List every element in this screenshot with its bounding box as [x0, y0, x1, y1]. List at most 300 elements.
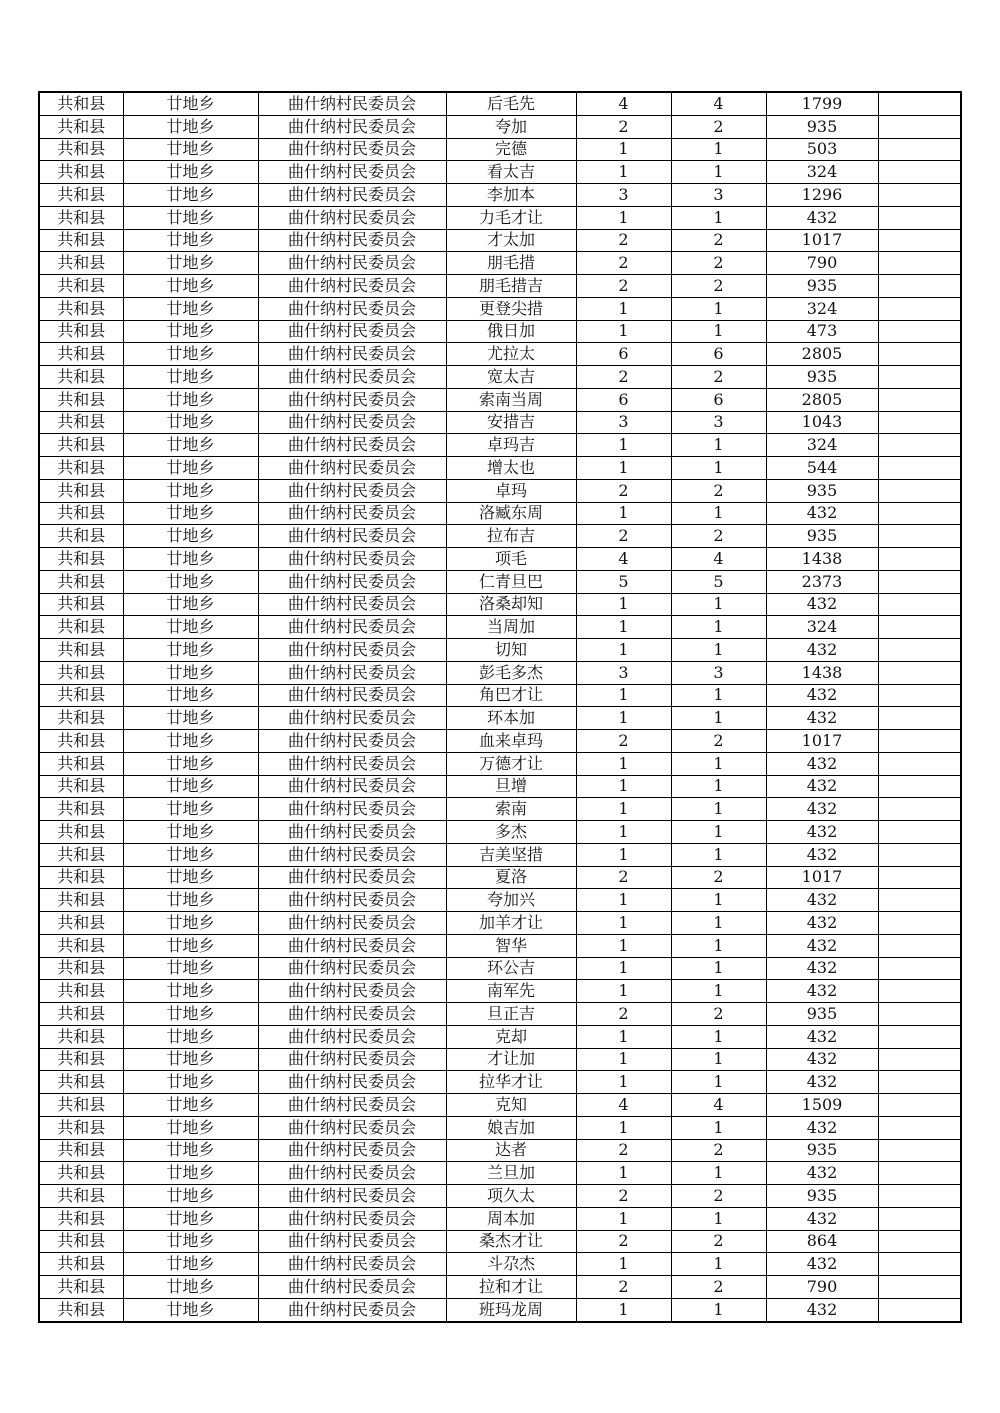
household-count-cell: 1: [576, 821, 671, 844]
name-cell: 多杰: [446, 821, 576, 844]
amount-cell: 1017: [766, 730, 878, 753]
remark-cell: [878, 184, 961, 207]
amount-cell: 1438: [766, 661, 878, 684]
township-cell: 廿地乡: [123, 229, 258, 252]
village-committee-cell: 曲什纳村民委员会: [258, 479, 446, 502]
amount-cell: 432: [766, 798, 878, 821]
table-row: [39, 1025, 961, 1048]
county-cell: 共和县: [39, 229, 123, 252]
name-cell: 周本加: [446, 1207, 576, 1230]
name-cell: 拉华才让: [446, 1071, 576, 1094]
household-count-cell: 1: [576, 1253, 671, 1276]
amount-cell: 935: [766, 1003, 878, 1026]
household-count-cell: 1: [576, 752, 671, 775]
table-row: [39, 252, 961, 275]
table-row: [39, 92, 961, 115]
table-row: [39, 1071, 961, 1094]
table-row: [39, 297, 961, 320]
person-count-cell: 3: [671, 184, 766, 207]
county-cell: 共和县: [39, 1071, 123, 1094]
household-count-cell: 2: [576, 1003, 671, 1026]
household-count-cell: 2: [576, 1185, 671, 1208]
amount-cell: 503: [766, 138, 878, 161]
remark-cell: [878, 1003, 961, 1026]
village-committee-cell: 曲什纳村民委员会: [258, 1025, 446, 1048]
township-cell: 廿地乡: [123, 707, 258, 730]
remark-cell: [878, 866, 961, 889]
remark-cell: [878, 980, 961, 1003]
name-cell: 卓玛: [446, 479, 576, 502]
village-committee-cell: 曲什纳村民委员会: [258, 775, 446, 798]
household-count-cell: 1: [576, 889, 671, 912]
county-cell: 共和县: [39, 775, 123, 798]
remark-cell: [878, 661, 961, 684]
name-cell: 才让加: [446, 1048, 576, 1071]
amount-cell: 432: [766, 1071, 878, 1094]
county-cell: 共和县: [39, 92, 123, 115]
village-committee-cell: 曲什纳村民委员会: [258, 821, 446, 844]
table-row: [39, 661, 961, 684]
amount-cell: 2373: [766, 570, 878, 593]
name-cell: 彭毛多杰: [446, 661, 576, 684]
household-count-cell: 1: [576, 1071, 671, 1094]
table-row: [39, 1048, 961, 1071]
remark-cell: [878, 1230, 961, 1253]
name-cell: 朋毛措: [446, 252, 576, 275]
household-count-cell: 1: [576, 320, 671, 343]
amount-cell: 864: [766, 1230, 878, 1253]
township-cell: 廿地乡: [123, 525, 258, 548]
township-cell: 廿地乡: [123, 457, 258, 480]
name-cell: 索南: [446, 798, 576, 821]
person-count-cell: 2: [671, 1003, 766, 1026]
amount-cell: 2805: [766, 343, 878, 366]
name-cell: 看太吉: [446, 161, 576, 184]
household-count-cell: 2: [576, 866, 671, 889]
household-count-cell: 1: [576, 502, 671, 525]
name-cell: 俄日加: [446, 320, 576, 343]
table-row: [39, 957, 961, 980]
amount-cell: 473: [766, 320, 878, 343]
amount-cell: 432: [766, 1116, 878, 1139]
township-cell: 廿地乡: [123, 1207, 258, 1230]
remark-cell: [878, 252, 961, 275]
name-cell: 南军先: [446, 980, 576, 1003]
village-committee-cell: 曲什纳村民委员会: [258, 297, 446, 320]
household-count-cell: 2: [576, 252, 671, 275]
table-row: [39, 1162, 961, 1185]
name-cell: 洛桑却知: [446, 593, 576, 616]
remark-cell: [878, 297, 961, 320]
household-count-cell: 6: [576, 343, 671, 366]
county-cell: 共和县: [39, 479, 123, 502]
county-cell: 共和县: [39, 730, 123, 753]
person-count-cell: 1: [671, 752, 766, 775]
table-row: [39, 434, 961, 457]
table-row: [39, 775, 961, 798]
table-row: [39, 411, 961, 434]
household-count-cell: 1: [576, 1298, 671, 1321]
township-cell: 廿地乡: [123, 639, 258, 662]
township-cell: 廿地乡: [123, 684, 258, 707]
township-cell: 廿地乡: [123, 206, 258, 229]
village-committee-cell: 曲什纳村民委员会: [258, 548, 446, 571]
person-count-cell: 1: [671, 1116, 766, 1139]
amount-cell: 432: [766, 821, 878, 844]
remark-cell: [878, 502, 961, 525]
village-committee-cell: 曲什纳村民委员会: [258, 912, 446, 935]
table-row: [39, 502, 961, 525]
village-committee-cell: 曲什纳村民委员会: [258, 934, 446, 957]
household-count-cell: 6: [576, 388, 671, 411]
name-cell: 角巴才让: [446, 684, 576, 707]
person-count-cell: 1: [671, 1025, 766, 1048]
village-committee-cell: 曲什纳村民委员会: [258, 684, 446, 707]
township-cell: 廿地乡: [123, 548, 258, 571]
county-cell: 共和县: [39, 138, 123, 161]
county-cell: 共和县: [39, 1298, 123, 1321]
amount-cell: 324: [766, 616, 878, 639]
person-count-cell: 2: [671, 525, 766, 548]
household-count-cell: 2: [576, 366, 671, 389]
remark-cell: [878, 1071, 961, 1094]
table-row: [39, 616, 961, 639]
amount-cell: 1043: [766, 411, 878, 434]
household-count-cell: 1: [576, 616, 671, 639]
township-cell: 廿地乡: [123, 957, 258, 980]
village-committee-cell: 曲什纳村民委员会: [258, 206, 446, 229]
remark-cell: [878, 616, 961, 639]
person-count-cell: 1: [671, 798, 766, 821]
name-cell: 加羊才让: [446, 912, 576, 935]
person-count-cell: 3: [671, 411, 766, 434]
table-row: [39, 1185, 961, 1208]
township-cell: 廿地乡: [123, 1298, 258, 1321]
table-row: [39, 843, 961, 866]
household-count-cell: 1: [576, 798, 671, 821]
county-cell: 共和县: [39, 889, 123, 912]
table-row: [39, 479, 961, 502]
township-cell: 廿地乡: [123, 275, 258, 298]
person-count-cell: 6: [671, 343, 766, 366]
name-cell: 李加本: [446, 184, 576, 207]
table-row: [39, 752, 961, 775]
table-row: [39, 366, 961, 389]
township-cell: 廿地乡: [123, 752, 258, 775]
county-cell: 共和县: [39, 957, 123, 980]
village-committee-cell: 曲什纳村民委员会: [258, 434, 446, 457]
name-cell: 仁青旦巴: [446, 570, 576, 593]
remark-cell: [878, 161, 961, 184]
village-committee-cell: 曲什纳村民委员会: [258, 92, 446, 115]
name-cell: 项久太: [446, 1185, 576, 1208]
township-cell: 廿地乡: [123, 343, 258, 366]
household-count-cell: 1: [576, 1025, 671, 1048]
village-committee-cell: 曲什纳村民委员会: [258, 388, 446, 411]
township-cell: 廿地乡: [123, 479, 258, 502]
household-count-cell: 1: [576, 161, 671, 184]
person-count-cell: 5: [671, 570, 766, 593]
name-cell: 拉和才让: [446, 1276, 576, 1299]
county-cell: 共和县: [39, 1185, 123, 1208]
township-cell: 廿地乡: [123, 92, 258, 115]
name-cell: 更登尖措: [446, 297, 576, 320]
name-cell: 增太也: [446, 457, 576, 480]
county-cell: 共和县: [39, 457, 123, 480]
amount-cell: 432: [766, 1298, 878, 1321]
village-committee-cell: 曲什纳村民委员会: [258, 184, 446, 207]
remark-cell: [878, 1276, 961, 1299]
household-count-cell: 1: [576, 434, 671, 457]
amount-cell: 432: [766, 889, 878, 912]
household-count-cell: 1: [576, 684, 671, 707]
county-cell: 共和县: [39, 161, 123, 184]
village-committee-cell: 曲什纳村民委员会: [258, 707, 446, 730]
county-cell: 共和县: [39, 866, 123, 889]
county-cell: 共和县: [39, 297, 123, 320]
table-row: [39, 1094, 961, 1117]
village-committee-cell: 曲什纳村民委员会: [258, 1162, 446, 1185]
table-row: [39, 912, 961, 935]
name-cell: 卓玛吉: [446, 434, 576, 457]
township-cell: 廿地乡: [123, 616, 258, 639]
village-committee-cell: 曲什纳村民委员会: [258, 957, 446, 980]
household-count-cell: 3: [576, 411, 671, 434]
village-committee-cell: 曲什纳村民委员会: [258, 798, 446, 821]
household-count-cell: 2: [576, 525, 671, 548]
remark-cell: [878, 889, 961, 912]
person-count-cell: 1: [671, 912, 766, 935]
remark-cell: [878, 92, 961, 115]
county-cell: 共和县: [39, 1139, 123, 1162]
amount-cell: 935: [766, 1139, 878, 1162]
remark-cell: [878, 1025, 961, 1048]
county-cell: 共和县: [39, 525, 123, 548]
township-cell: 廿地乡: [123, 934, 258, 957]
village-committee-cell: 曲什纳村民委员会: [258, 1116, 446, 1139]
county-cell: 共和县: [39, 115, 123, 138]
county-cell: 共和县: [39, 411, 123, 434]
person-count-cell: 2: [671, 366, 766, 389]
amount-cell: 432: [766, 1048, 878, 1071]
township-cell: 廿地乡: [123, 1025, 258, 1048]
township-cell: 廿地乡: [123, 730, 258, 753]
person-count-cell: 2: [671, 1185, 766, 1208]
name-cell: 力毛才让: [446, 206, 576, 229]
table-row: [39, 1116, 961, 1139]
township-cell: 廿地乡: [123, 434, 258, 457]
county-cell: 共和县: [39, 252, 123, 275]
township-cell: 廿地乡: [123, 843, 258, 866]
village-committee-cell: 曲什纳村民委员会: [258, 752, 446, 775]
table-row: [39, 1298, 961, 1321]
data-table: [38, 91, 962, 1323]
amount-cell: 432: [766, 206, 878, 229]
person-count-cell: 1: [671, 434, 766, 457]
village-committee-cell: 曲什纳村民委员会: [258, 252, 446, 275]
village-committee-cell: 曲什纳村民委员会: [258, 1276, 446, 1299]
name-cell: 夸加兴: [446, 889, 576, 912]
name-cell: 桑杰才让: [446, 1230, 576, 1253]
household-count-cell: 1: [576, 957, 671, 980]
person-count-cell: 1: [671, 934, 766, 957]
household-count-cell: 4: [576, 1094, 671, 1117]
amount-cell: 432: [766, 1162, 878, 1185]
village-committee-cell: 曲什纳村民委员会: [258, 570, 446, 593]
amount-cell: 324: [766, 297, 878, 320]
person-count-cell: 2: [671, 1139, 766, 1162]
village-committee-cell: 曲什纳村民委员会: [258, 525, 446, 548]
township-cell: 廿地乡: [123, 138, 258, 161]
household-count-cell: 2: [576, 229, 671, 252]
township-cell: 廿地乡: [123, 252, 258, 275]
amount-cell: 1799: [766, 92, 878, 115]
person-count-cell: 1: [671, 639, 766, 662]
village-committee-cell: 曲什纳村民委员会: [258, 1094, 446, 1117]
county-cell: 共和县: [39, 1003, 123, 1026]
remark-cell: [878, 479, 961, 502]
person-count-cell: 1: [671, 1298, 766, 1321]
amount-cell: 432: [766, 912, 878, 935]
household-count-cell: 1: [576, 1207, 671, 1230]
county-cell: 共和县: [39, 912, 123, 935]
remark-cell: [878, 525, 961, 548]
person-count-cell: 1: [671, 1207, 766, 1230]
county-cell: 共和县: [39, 502, 123, 525]
amount-cell: 432: [766, 593, 878, 616]
remark-cell: [878, 229, 961, 252]
household-count-cell: 2: [576, 275, 671, 298]
household-count-cell: 1: [576, 843, 671, 866]
county-cell: 共和县: [39, 206, 123, 229]
county-cell: 共和县: [39, 980, 123, 1003]
person-count-cell: 2: [671, 115, 766, 138]
name-cell: 血来卓玛: [446, 730, 576, 753]
person-count-cell: 1: [671, 980, 766, 1003]
township-cell: 廿地乡: [123, 1162, 258, 1185]
person-count-cell: 2: [671, 1276, 766, 1299]
name-cell: 环本加: [446, 707, 576, 730]
county-cell: 共和县: [39, 1116, 123, 1139]
name-cell: 当周加: [446, 616, 576, 639]
household-count-cell: 2: [576, 1230, 671, 1253]
table-row: [39, 115, 961, 138]
county-cell: 共和县: [39, 1207, 123, 1230]
name-cell: 切知: [446, 639, 576, 662]
township-cell: 廿地乡: [123, 1071, 258, 1094]
county-cell: 共和县: [39, 661, 123, 684]
household-count-cell: 1: [576, 1162, 671, 1185]
household-count-cell: 1: [576, 457, 671, 480]
county-cell: 共和县: [39, 320, 123, 343]
remark-cell: [878, 275, 961, 298]
remark-cell: [878, 343, 961, 366]
village-committee-cell: 曲什纳村民委员会: [258, 343, 446, 366]
table-row: [39, 206, 961, 229]
person-count-cell: 1: [671, 320, 766, 343]
remark-cell: [878, 138, 961, 161]
remark-cell: [878, 1048, 961, 1071]
village-committee-cell: 曲什纳村民委员会: [258, 730, 446, 753]
table-body: [39, 92, 961, 1322]
table-row: [39, 639, 961, 662]
remark-cell: [878, 821, 961, 844]
county-cell: 共和县: [39, 843, 123, 866]
county-cell: 共和县: [39, 275, 123, 298]
county-cell: 共和县: [39, 684, 123, 707]
remark-cell: [878, 684, 961, 707]
remark-cell: [878, 707, 961, 730]
household-count-cell: 4: [576, 548, 671, 571]
remark-cell: [878, 752, 961, 775]
county-cell: 共和县: [39, 707, 123, 730]
remark-cell: [878, 1207, 961, 1230]
remark-cell: [878, 388, 961, 411]
township-cell: 廿地乡: [123, 297, 258, 320]
remark-cell: [878, 548, 961, 571]
household-count-cell: 2: [576, 1276, 671, 1299]
amount-cell: 544: [766, 457, 878, 480]
remark-cell: [878, 206, 961, 229]
township-cell: 廿地乡: [123, 320, 258, 343]
village-committee-cell: 曲什纳村民委员会: [258, 1207, 446, 1230]
household-count-cell: 3: [576, 184, 671, 207]
name-cell: 智华: [446, 934, 576, 957]
village-committee-cell: 曲什纳村民委员会: [258, 320, 446, 343]
household-count-cell: 1: [576, 138, 671, 161]
remark-cell: [878, 411, 961, 434]
person-count-cell: 1: [671, 707, 766, 730]
township-cell: 廿地乡: [123, 1003, 258, 1026]
remark-cell: [878, 1253, 961, 1276]
township-cell: 廿地乡: [123, 1253, 258, 1276]
county-cell: 共和县: [39, 1162, 123, 1185]
township-cell: 廿地乡: [123, 1116, 258, 1139]
table-row: [39, 1207, 961, 1230]
name-cell: 后毛先: [446, 92, 576, 115]
township-cell: 廿地乡: [123, 866, 258, 889]
table-row: [39, 1003, 961, 1026]
person-count-cell: 2: [671, 479, 766, 502]
household-count-cell: 2: [576, 730, 671, 753]
village-committee-cell: 曲什纳村民委员会: [258, 366, 446, 389]
township-cell: 廿地乡: [123, 1139, 258, 1162]
name-cell: 旦正吉: [446, 1003, 576, 1026]
person-count-cell: 4: [671, 1094, 766, 1117]
amount-cell: 2805: [766, 388, 878, 411]
village-committee-cell: 曲什纳村民委员会: [258, 115, 446, 138]
amount-cell: 935: [766, 525, 878, 548]
household-count-cell: 1: [576, 593, 671, 616]
table-row: [39, 320, 961, 343]
county-cell: 共和县: [39, 798, 123, 821]
county-cell: 共和县: [39, 366, 123, 389]
remark-cell: [878, 843, 961, 866]
table-row: [39, 570, 961, 593]
household-count-cell: 1: [576, 980, 671, 1003]
village-committee-cell: 曲什纳村民委员会: [258, 616, 446, 639]
township-cell: 廿地乡: [123, 388, 258, 411]
remark-cell: [878, 570, 961, 593]
amount-cell: 1017: [766, 229, 878, 252]
county-cell: 共和县: [39, 1230, 123, 1253]
village-committee-cell: 曲什纳村民委员会: [258, 1003, 446, 1026]
remark-cell: [878, 798, 961, 821]
table-row: [39, 388, 961, 411]
village-committee-cell: 曲什纳村民委员会: [258, 889, 446, 912]
name-cell: 完德: [446, 138, 576, 161]
person-count-cell: 1: [671, 457, 766, 480]
